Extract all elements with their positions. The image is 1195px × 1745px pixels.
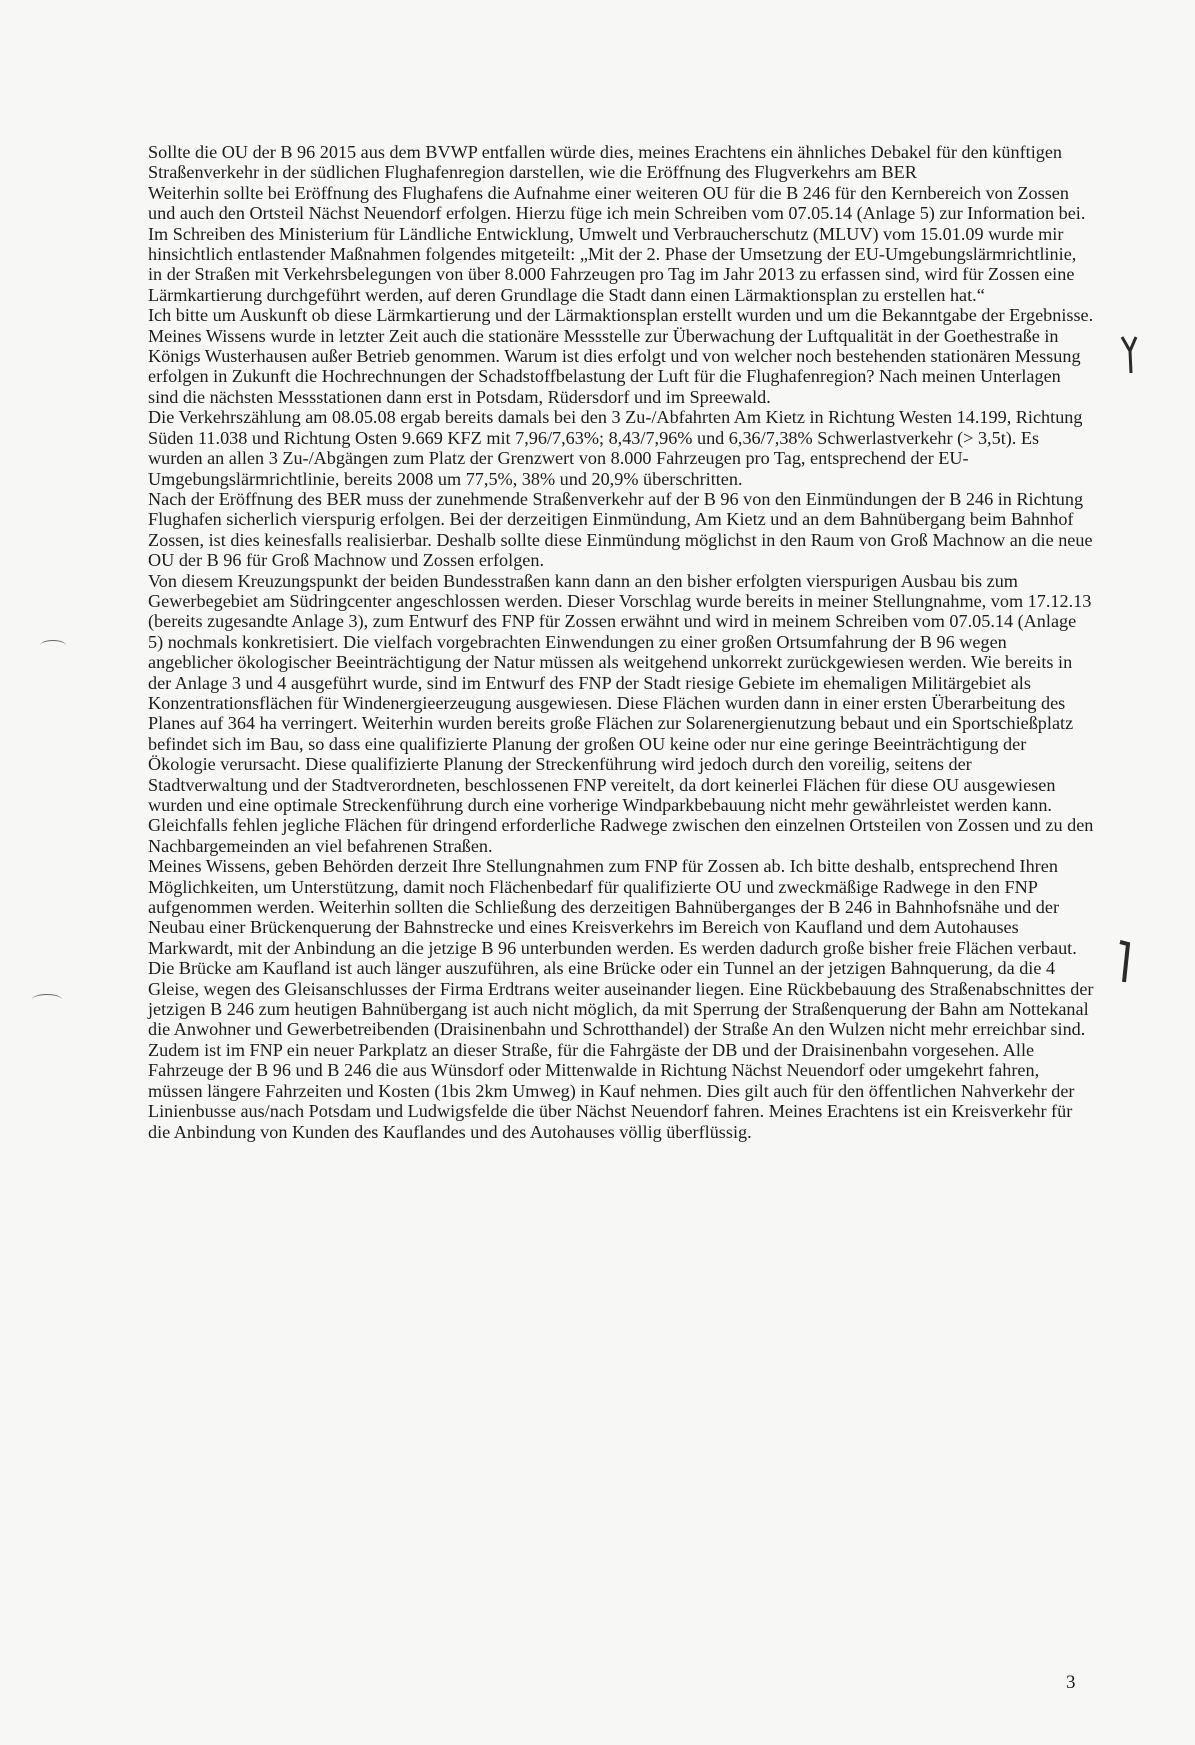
paragraph-laermkartierung: Ich bitte um Auskunft ob diese Lärmkartierung und der Lärmaktionsplan erstellt wurden und um die Bekanntgabe der Ergebnisse. Meines Wissens wurde in letzter Zeit auch die stationäre Messstelle zur Überwachung der Luftqualität in der Goethestraße in Königs Wusterhausen außer Betrieb genommen. Warum ist dies erfolgt und von welcher noch bestehenden stationären Messung erfolgen in Zukunft die Hochrechnungen der Schadstoffbelastung der Luft für die Flughafenregion? Nach meinen Unterlagen sind die nächsten Messstationen dann erst in Potsdam, Rüdersdorf und im Spreewald. [148, 305, 1094, 407]
paragraph-bvwp: Sollte die OU der B 96 2015 aus dem BVWP entfallen würde dies, meines Erachtens ein ähnliches Debakel für den künftigen Straßenverkehr in der südlichen Flughafenregion darstellen, wie die Eröffnung des Flugverkehrs am BER [148, 142, 1063, 183]
paragraph-mluv-quote: Im Schreiben des Ministerium für Ländliche Entwicklung, Umwelt und Verbraucherschutz (MLUV) vom 15.01.09 wurde mir hinsichtlich entlastender Maßnahmen folgendes mitgeteilt: „Mit der 2. Phase der Umsetzung der EU-Umgebungslärmrichtlinie, in der Straßen mit Verkehrsbelegungen von über 8.000 Fahrzeugen pro Tag im Jahr 2013 zu erfassen sind, wird für Zossen eine Lärmkartierung durchgeführt werden, auf deren Grundlage die Stadt dann einen Lärmaktionsplan zu erstellen hat.“ [148, 223, 1077, 305]
margin-smudge-left-lower [32, 994, 62, 1005]
paragraph-stellungnahmen: Meines Wissens, geben Behörden derzeit Ihre Stellungnahmen zum FNP für Zossen ab. Ich bitte deshalb, entsprechend Ihren Möglichkeiten, um Unterstützung, damit noch Flächenbedarf für qualifizierte OU und zweckmäßige Radwege in den FNP aufgenommen werden. Weiterhin sollten die Schließung des derzeitigen Bahnüberganges der B 246 in Bahnhofsnähe und der Neubau einer Brückenquerung der Bahnstrecke und eines Kreisverkehrs im Bereich von Kaufland und dem Autohauses Markwardt, mit der Anbindung an die jetzige B 96 unterbunden werden. Es werden dadurch große bisher freie Flächen verbaut. Die Brücke am Kaufland ist auch länger auszuführen, als eine Brücke oder ein Tunnel an der jetzigen Bahnquerung, da die 4 Gleise, wegen des Gleisanschlusses der Firma Erdtrans weiter auseinander liegen. Eine Rückbebauung des Straßenabschnittes der jetzigen B 246 zum heutigen Bahnübergang ist auch nicht möglich, da mit Sperrung der Straßenquerung der Bahn am Nottekanal die Anwohner und Gewerbetreibenden (Draisinenbahn und Schrotthandel) der Straße An den Wulzen nicht mehr erreichbar sind. Zudem ist im FNP ein neuer Parkplatz an dieser Straße, für die Fahrgäste der DB und der Draisinenbahn vorgesehen. Alle Fahrzeuge der B 96 und B 246 die aus Wünsdorf oder Mittenwalde in Richtung Nächst Neuendorf oder umgekehrt fahren, müssen längere Fahrzeiten und Kosten (1bis 2km Umweg) in Kauf nehmen. Dies gilt auch für den öffentlichen Nahverkehr der Linienbusse aus/nach Potsdam und Ludwigsfelde die über Nächst Neuendorf fahren. Meines Erachtens ist ein Kreisverkehr für die Anbindung von Kunden des Kauflandes und des Autohauses völlig überflüssig. [148, 856, 1094, 1142]
paragraph-ou-b246: Weiterhin sollte bei Eröffnung des Flughafens die Aufnahme einer weiteren OU für die B 246 für den Kernbereich von Zossen und auch den Ortsteil Nächst Neuendorf erfolgen. Hierzu füge ich mein Schreiben vom 07.05.14 (Anlage 5) zur Information bei. [148, 182, 1086, 224]
paragraph-verkehrszaehlung: Die Verkehrszählung am 08.05.08 ergab bereits damals bei den 3 Zu-/Abfahrten Am Kietz in Richtung Westen 14.199, Richtung Süden 11.038 und Richtung Osten 9.669 KFZ mit 7,96/7,63%; 8,43/7,96% und 6,36/7,38% Schwerlastverkehr (> 3,5t). Es wurden an allen 3 Zu-/Abgängen zum Platz der Grenzwert von 8.000 Fahrzeugen pro Tag, entsprechend der EU-Umgebungslärmrichtlinie, bereits 2008 um 77,5%, 38% und 20,9% überschritten. [148, 407, 1083, 489]
margin-smudge-left [40, 640, 66, 651]
paragraph-ber-eroeffnung: Nach der Eröffnung des BER muss der zunehmende Straßenverkehr auf der B 96 von den Einmündungen der B 246 in Richtung Flughafen sicherlich vierspurig erfolgen. Bei der derzeitigen Einmündung, Am Kietz und an dem Bahnübergang beim Bahnhof Zossen, ist dies keinesfalls realisierbar. Deshalb sollte diese Einmündung möglichst in den Raum von Groß Machnow an die neue OU der B 96 für Groß Machnow und Zossen erfolgen. [148, 488, 1093, 571]
margin-check-mark [1120, 335, 1140, 382]
margin-stroke-mark [1116, 940, 1132, 991]
page-number: 3 [1066, 1672, 1076, 1693]
paragraph-kreuzungspunkt: Von diesem Kreuzungspunkt der beiden Bundesstraßen kann dann an den bisher erfolgten vierspurigen Ausbau bis zum Gewerbegebiet am Südringcenter angeschlossen werden. Dieser Vorschlag wurde bereits in meiner Stellungnahme, vom 17.12.13 (bereits zugesandte Anlage 3), zum Entwurf des FNP für Zossen erwähnt und wird in meinem Schreiben vom 07.05.14 (Anlage 5) nochmals konkretisiert. Die vielfach vorgebrachten Einwendungen zu einer großen Ortsumfahrung der B 96 wegen angeblicher ökologischer Beeinträchtigung der Natur müssen als weitgehend unkorrekt zurückgewiesen werden. Wie bereits in der Anlage 3 und 4 ausgeführt wurde, sind im Entwurf des FNP der Stadt riesige Gebiete im ehemaligen Militärgebiet als Konzentrationsflächen für Windenergieerzeugung ausgewiesen. Diese Flächen wurden dann in einer ersten Überarbeitung des Planes auf 364 ha verringert. Weiterhin wurden bereits große Flächen zur Solarenergienutzung bebaut und ein Sportschießplatz befindet sich im Bau, so dass eine qualifizierte Planung der großen OU keine oder nur eine geringe Beeinträchtigung der Ökologie verursacht. Diese qualifizierte Planung der Streckenführung wird jedoch durch den voreilig, seitens der Stadtverwaltung und der Stadtverordneten, beschlossenen FNP vereitelt, da dort keinerlei Flächen für diese OU ausgewiesen wurden und eine optimale Streckenführung durch eine vorherige Windparkbebauung nicht mehr gewährleistet werden kann. Gleichfalls fehlen jegliche Flächen für dringend erforderliche Radwege zwischen den einzelnen Ortsteilen von Zossen und zu den Nachbargemeinden an viel befahrenen Straßen. [148, 570, 1094, 856]
letter-body [148, 142, 1094, 1142]
